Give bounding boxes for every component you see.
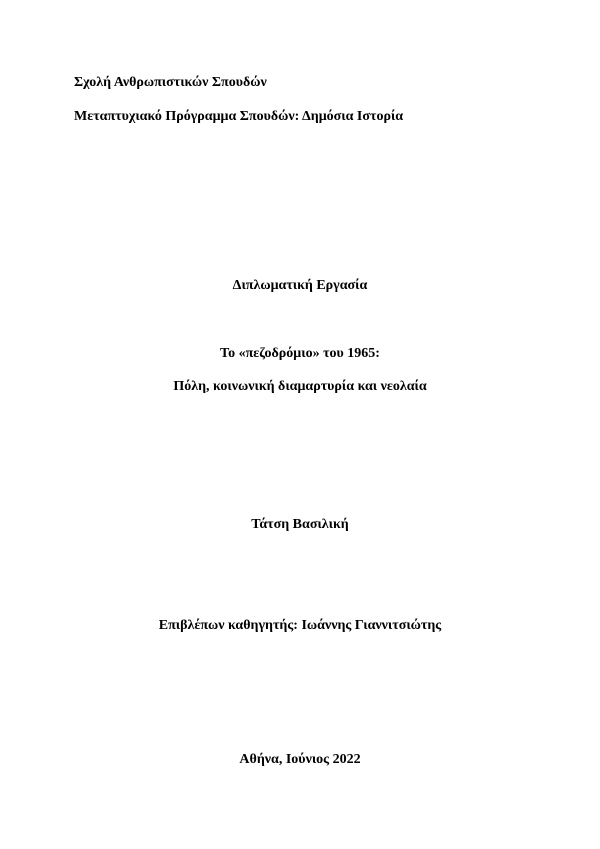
thesis-type: Διπλωματική Εργασία	[232, 278, 368, 293]
place-date: Αθήνα, Ιούνιος 2022	[239, 752, 361, 767]
author-name: Τάτση Βασιλική	[251, 517, 349, 532]
thesis-title-line-1: Το «πεζοδρόμιο» του 1965:	[220, 346, 380, 361]
thesis-title-line-2: Πόλη, κοινωνική διαμαρτυρία και νεολαία	[173, 379, 427, 394]
school-name: Σχολή Ανθρωπιστικών Σπουδών	[74, 75, 267, 90]
supervisor-line: Επιβλέπων καθηγητής: Ιωάννης Γιαννιτσιώτης	[158, 618, 442, 633]
program-name: Μεταπτυχιακό Πρόγραμμα Σπουδών: Δημόσια Ιστορία	[74, 109, 404, 124]
